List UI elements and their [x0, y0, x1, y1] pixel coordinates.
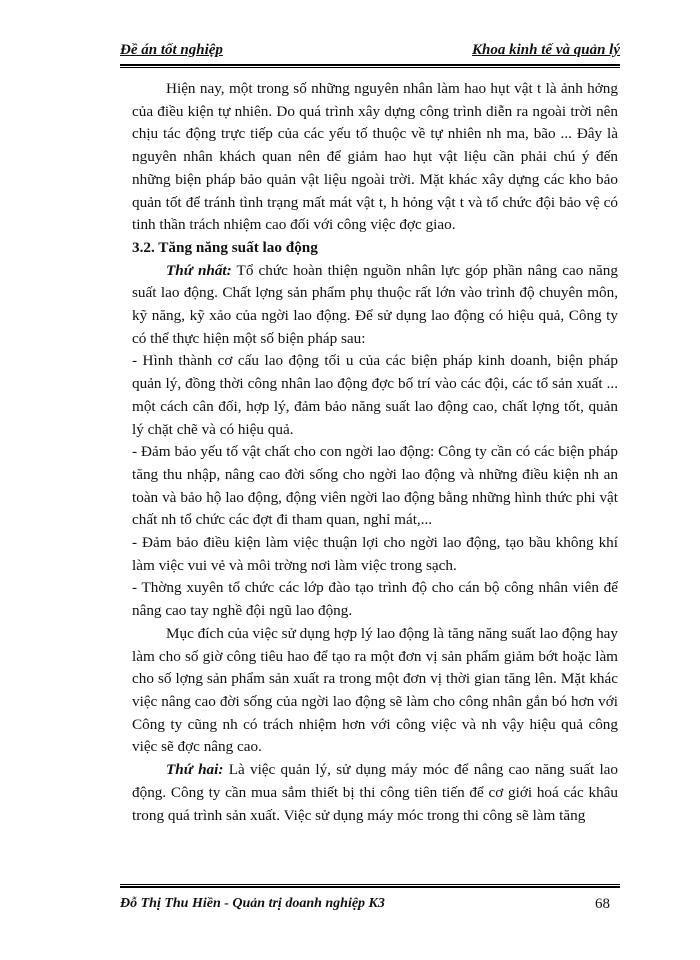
page-header [120, 40, 620, 62]
paragraph-2-lead: Thứ nhất: [166, 261, 232, 279]
footer-author: Đỗ Thị Thu Hiền - Quản trị doanh nghiệp K3 [120, 896, 385, 911]
bullet-3: - Đảm bảo điều kiện làm việc thuận lợi cho ngời lao động, tạo bầu không khí làm việc vui vẻ và môi trờng nơi làm việc trong sạch. [132, 534, 618, 574]
paragraph-2 [132, 260, 618, 351]
paragraph-4-lead: Thứ hai: [166, 761, 224, 779]
paragraph-3: Mục đích của việc sử dụng hợp lý lao động là tăng năng suất lao động hay làm cho số giờ công tiêu hao để tạo ra một đơn vị sản phẩm giảm bớt hoặc làm cho số lợng sản phẩm sản xuất ra trong một đơn vị thời gian tăng lên. Mặt khác việc nâng cao đời sống của ngời lao động sẽ làm cho công nhân gắn bó hơn với Công ty cũng nh có trách nhiệm hơn với công việc và nh vậy hiệu quả công việc sẽ đợc nâng cao. [132, 624, 618, 756]
paragraph-4-text: Là việc quản lý, sử dụng máy móc để nâng cao năng suất lao động. Công ty cần mua sắm thiết bị thi công tiên tiến để cơ giới hoá các khâu trong quá trình sản xuất. Việc sử dụng máy móc trong thi công sẽ làm tăng [132, 761, 619, 824]
footer-rule-thin [120, 884, 620, 885]
header-rule [120, 64, 620, 66]
header-left: Đề án tốt nghiệp [120, 42, 223, 58]
bullet-4: - Thờng xuyên tổ chức các lớp đào tạo trình độ cho cán bộ công nhân viên để nâng cao tay nghề đội ngũ lao động. [132, 579, 618, 620]
paragraph-2-text: Tổ chức hoàn thiện nguồn nhân lực góp phần nâng cao năng suất lao động. Chất lợng sản phẩm phụ thuộc rất lớn vào trình độ chuyên môn, kỹ năng, kỹ xảo của ngời lao động. Để sử dụng lao động có hiệu quả, Công ty có thể thực hiện một số biện pháp sau: [132, 261, 618, 347]
bullet-2: - Đảm bảo yếu tố vật chất cho con ngời lao động: Công ty cần có các biện pháp tăng thu nhập, nâng cao đời sống cho ngời lao động và những điều kiện nh an toàn và bảo hộ lao động, động viên ngời lao động bằng những hình thức phi vật chất nh tổ chức các đợt đi tham quan, nghỉ mát,... [132, 443, 618, 529]
paragraph-4 [132, 759, 618, 827]
page-number: 68 [595, 896, 610, 912]
header-right: Khoa kinh tế và quản lý [472, 42, 620, 58]
bullet-1: - Hình thành cơ cấu lao động tối u của các biện pháp kinh doanh, biện pháp quản lý, đồng thời công nhân lao động đợc bố trí vào các đội, các tổ sản xuất ... một cách cân đối, hợp lý, đảm bảo năng suất lao động cao, chất lợng tốt, quản lý chặt chẽ và có hiệu quả. [132, 352, 618, 438]
page-body [132, 78, 618, 827]
section-title: 3.2. Tăng năng suất lao động [132, 238, 318, 256]
footer-rule [120, 886, 620, 888]
page-footer [120, 896, 620, 918]
header-rule-thin [120, 67, 620, 68]
paragraph-1: Hiện nay, một trong số những nguyên nhân làm hao hụt vật t là ảnh hởng của điều kiện tự nhiên. Do quá trình xây dựng công trình diễn ra ngoài trời nên chịu tác động trực tiếp của các yếu tố thuộc về tự nhiên nh ma, bão ... Đây là nguyên nhân khách quan nên để giảm hao hụt vật liệu cần phải chú ý đến những biện pháp bảo quản vật liệu ngoài trời. Mặt khác xây dựng các kho bảo quản tốt để tránh tình trạng mất mát vật t, h hỏng vật t và tổ chức đội bảo vệ có tinh thần trách nhiệm cao đối với công việc đợc giao. [132, 80, 618, 234]
